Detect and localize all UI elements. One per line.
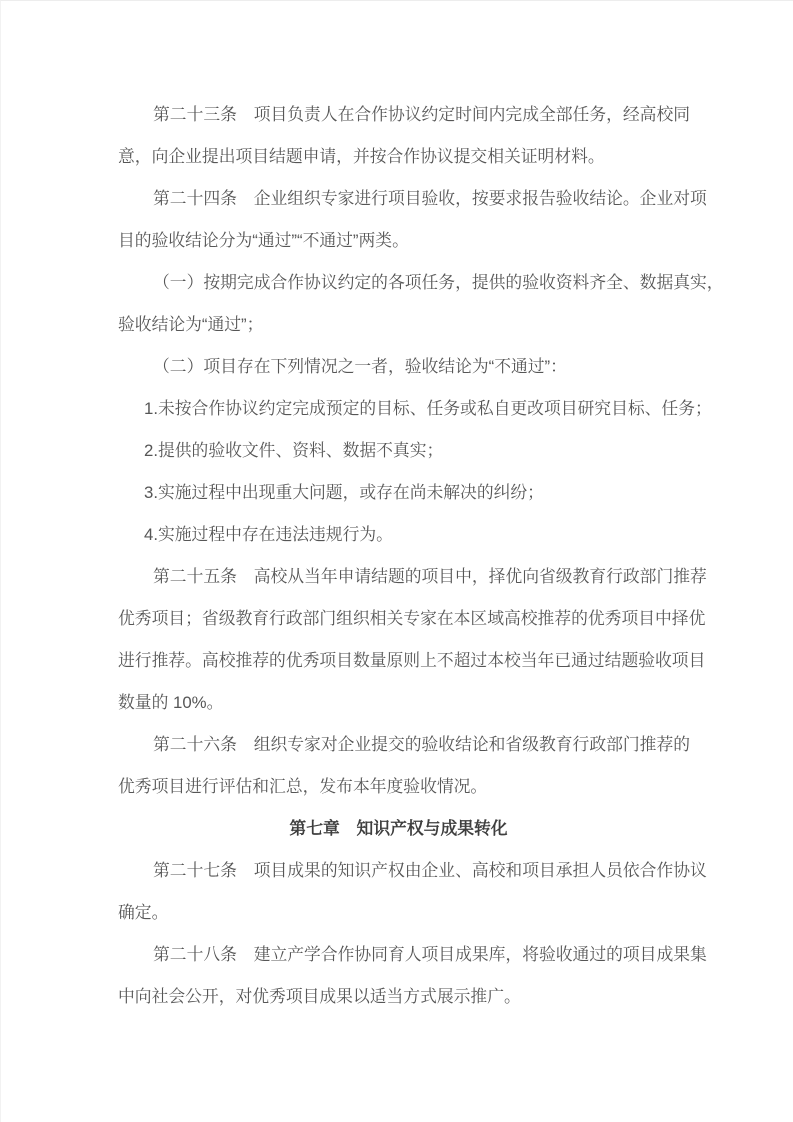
text-line: 验收结论为“通过”； — [118, 315, 264, 334]
chapter-heading: 第七章 知识产权与成果转化 — [289, 819, 508, 838]
text-line: 第二十八条 建立产学合作协同育人项目成果库，将验收通过的项目成果集 — [153, 945, 707, 964]
text-line: 3.实施过程中出现重大问题，或存在尚未解决的纠纷； — [144, 483, 544, 502]
text-line: （一）按期完成合作协议约定的各项任务，提供的验收资料齐全、数据真实， — [153, 273, 724, 292]
text-line: 1.未按合作协议约定完成预定的目标、任务或私自更改项目研究目标、任务； — [144, 399, 712, 418]
text-line: 第二十三条 项目负责人在合作协议约定时间内完成全部任务，经高校同 — [153, 105, 691, 124]
text-line: 4.实施过程中存在违法违规行为。 — [144, 525, 393, 544]
text-line: 进行推荐。高校推荐的优秀项目数量原则上不超过本校当年已通过结题验收项目 — [118, 651, 706, 670]
text-line: 2.提供的验收文件、资料、数据不真实； — [144, 441, 444, 460]
text-line: 意，向企业提出项目结题申请，并按合作协议提交相关证明材料。 — [118, 147, 605, 166]
text-line: 数量的 10%。 — [118, 693, 224, 712]
text-line: 中向社会公开，对优秀项目成果以适当方式展示推广。 — [118, 987, 521, 1006]
text-line: 第二十六条 组织专家对企业提交的验收结论和省级教育行政部门推荐的 — [153, 735, 691, 754]
text-line: 确定。 — [118, 903, 169, 922]
text-line: 第二十七条 项目成果的知识产权由企业、高校和项目承担人员依合作协议 — [153, 861, 707, 880]
text-line: 第二十五条 高校从当年申请结题的项目中，择优向省级教育行政部门推荐 — [153, 567, 707, 586]
text-line: 第二十四条 企业组织专家进行项目验收，按要求报告验收结论。企业对项 — [153, 189, 707, 208]
text-line: 目的验收结论分为“通过”“不通过”两类。 — [118, 231, 409, 250]
text-line: （二）项目存在下列情况之一者，验收结论为“不通过”： — [153, 357, 567, 376]
document-body — [118, 94, 724, 1018]
text-line: 优秀项目；省级教育行政部门组织相关专家在本区域高校推荐的优秀项目中择优 — [118, 609, 706, 628]
text-line: 优秀项目进行评估和汇总，发布本年度验收情况。 — [118, 777, 488, 796]
